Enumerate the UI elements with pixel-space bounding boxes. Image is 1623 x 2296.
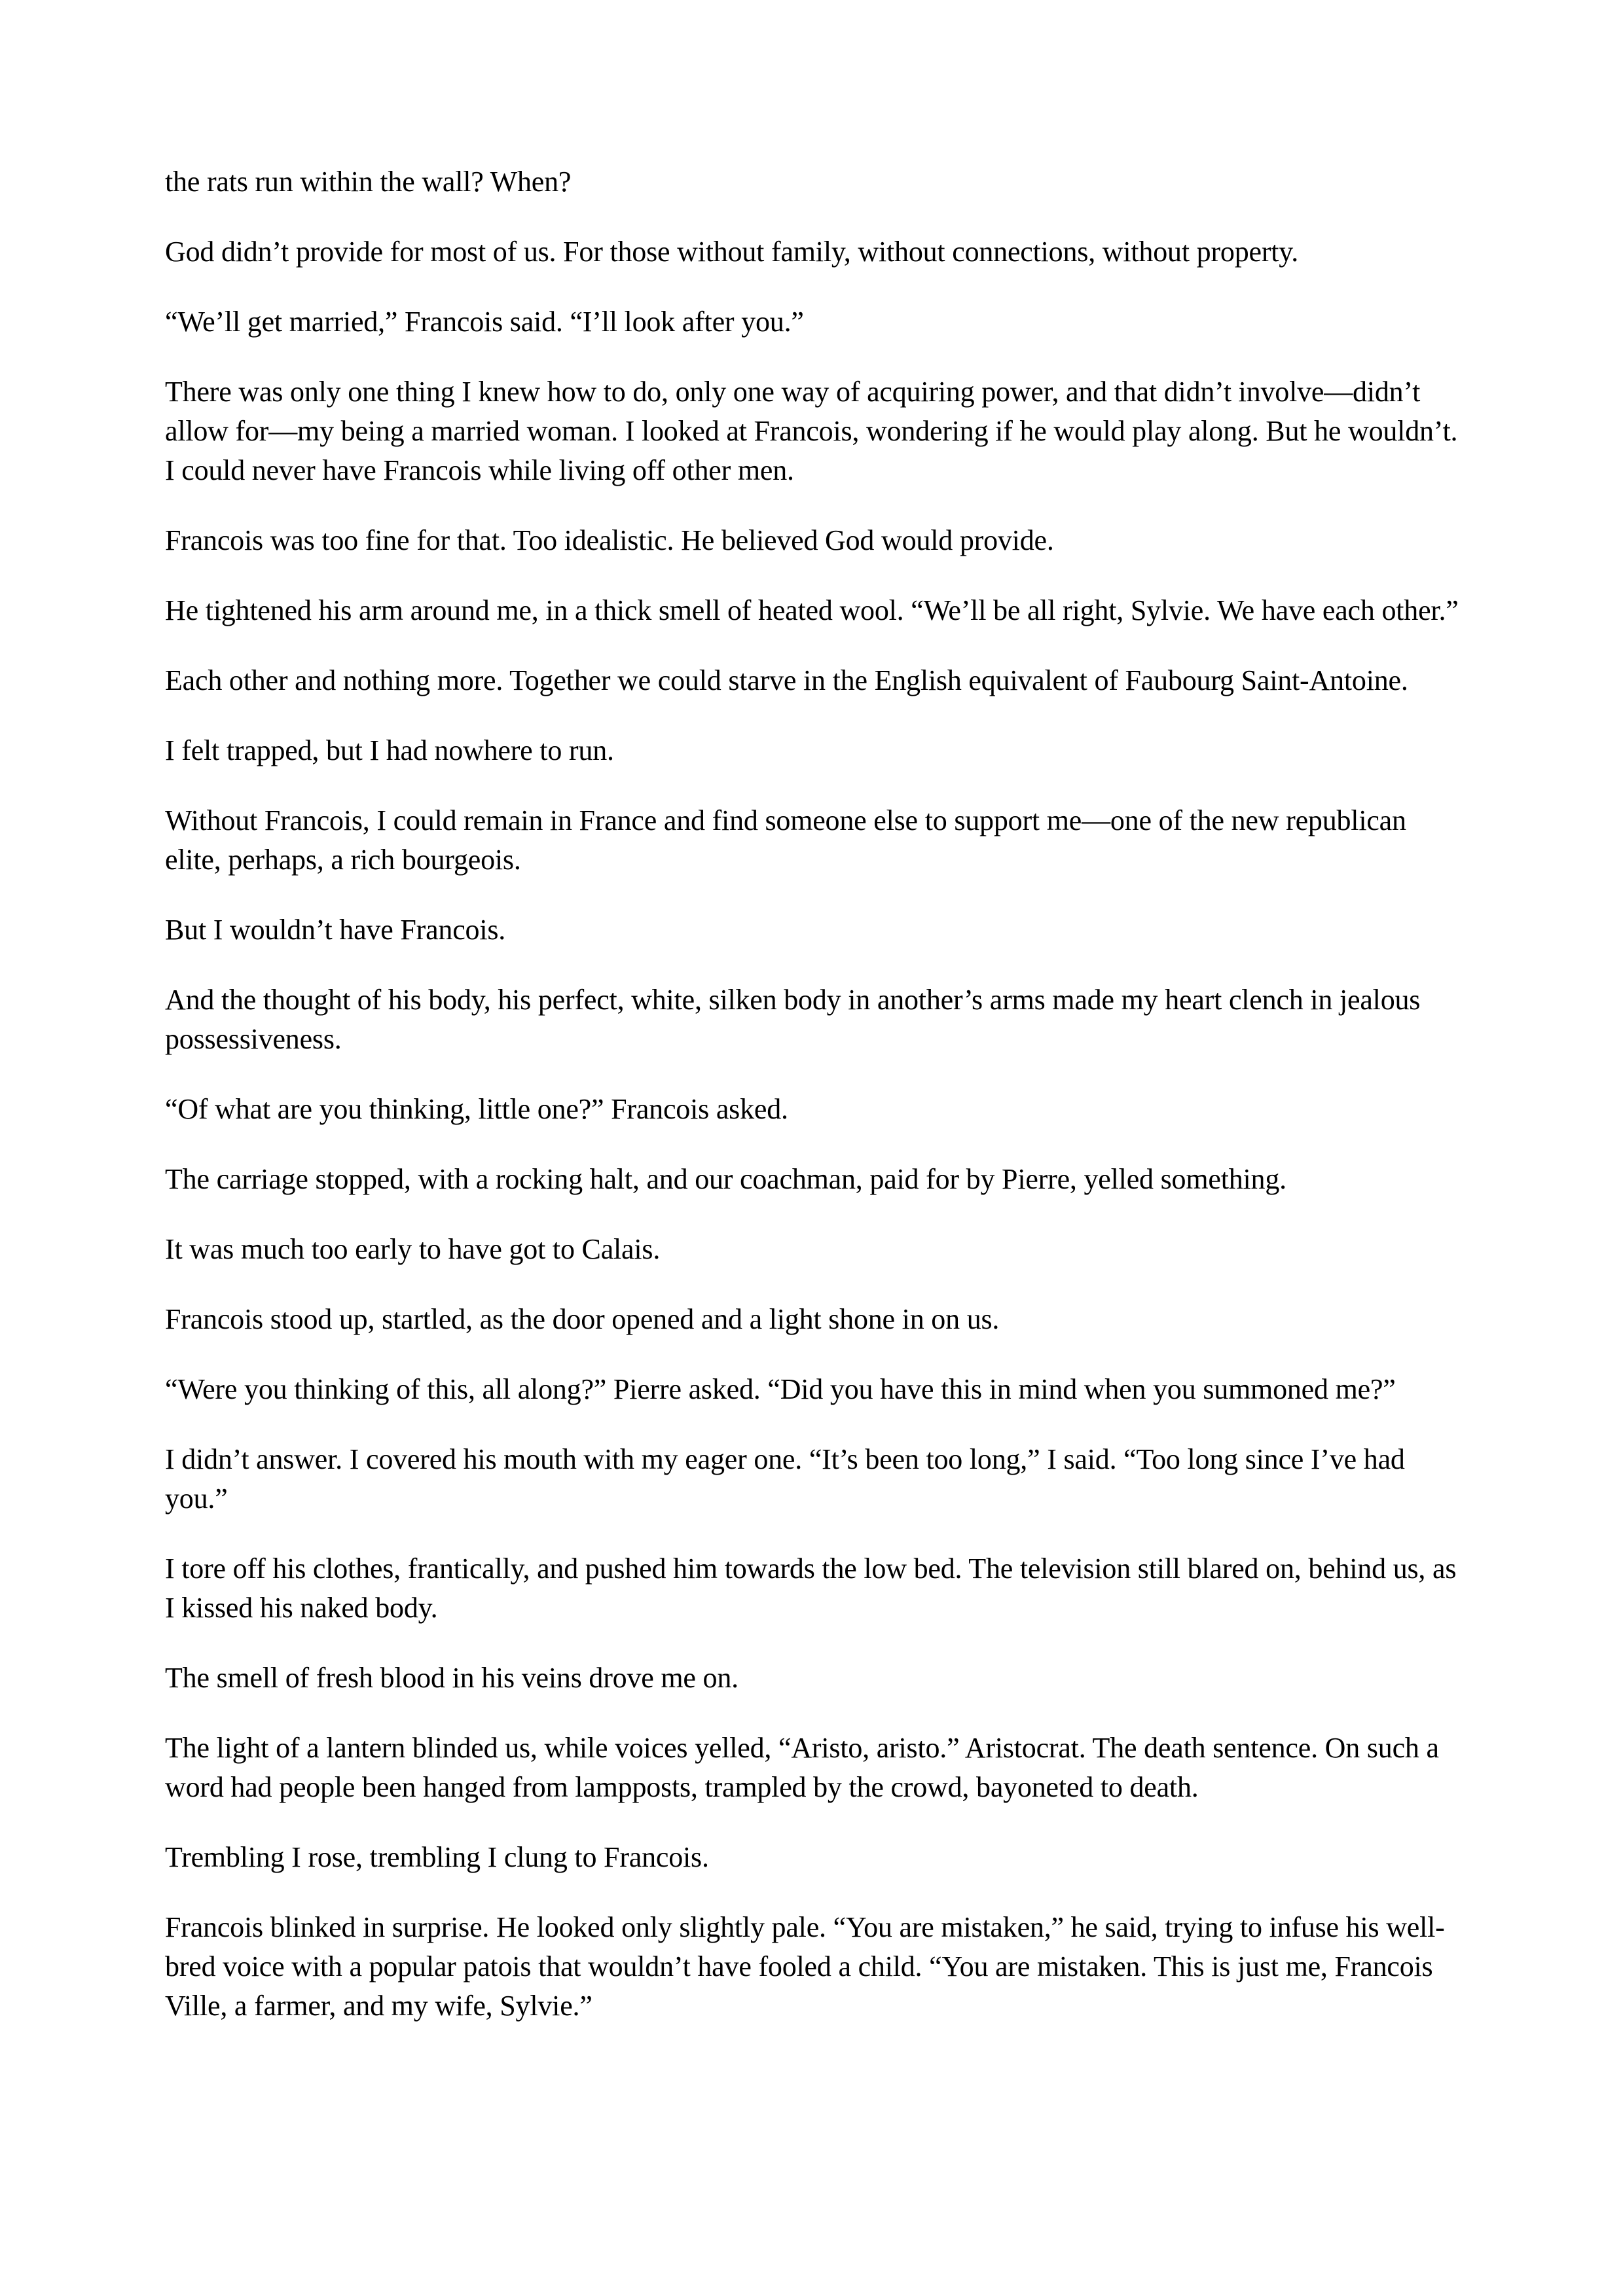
paragraph: Francois stood up, startled, as the door opened and a light shone in on us. xyxy=(165,1303,1000,1335)
paragraph: The carriage stopped, with a rocking halt, and our coachman, paid for by Pierre, yelled something. xyxy=(165,1163,1286,1195)
paragraph: God didn’t provide for most of us. For those without family, without connections, without property. xyxy=(165,236,1299,268)
paragraph: The smell of fresh blood in his veins drove me on. xyxy=(165,1662,739,1694)
paragraph: Each other and nothing more. Together we could starve in the English equivalent of Faubourg Saint-Antoine. xyxy=(165,664,1408,696)
paragraph: But I wouldn’t have Francois. xyxy=(165,914,506,946)
page-body xyxy=(165,162,1468,2056)
paragraph: I didn’t answer. I covered his mouth with my eager one. “It’s been too long,” I said. “Too long since I’ve had you.” xyxy=(165,1443,1405,1515)
paragraph: It was much too early to have got to Calais. xyxy=(165,1233,661,1265)
paragraph: And the thought of his body, his perfect, white, silken body in another’s arms made my heart clench in jealous possessiveness. xyxy=(165,984,1421,1055)
paragraph: Francois was too fine for that. Too idealistic. He believed God would provide. xyxy=(165,524,1054,556)
paragraph: Without Francois, I could remain in France and find someone else to support me—one of the new republican elite, perhaps, a rich bourgeois. xyxy=(165,804,1406,876)
paragraph: I tore off his clothes, frantically, and pushed him towards the low bed. The television still blared on, behind us, as I kissed his naked body. xyxy=(165,1552,1457,1624)
paragraph: “Of what are you thinking, little one?” Francois asked. xyxy=(165,1093,788,1125)
paragraph: the rats run within the wall? When? xyxy=(165,166,572,198)
paragraph: There was only one thing I knew how to do, only one way of acquiring power, and that didn’t involve—didn’t allow for—my being a married woman. I looked at Francois, wondering if he would play along. But he wouldn’t. I could never have Francois while living off other men. xyxy=(165,376,1458,486)
paragraph: The light of a lantern blinded us, while voices yelled, “Aristo, aristo.” Aristocrat. The death sentence. On such a word had people been hanged from lampposts, trampled by the crowd, bayoneted to death. xyxy=(165,1732,1439,1803)
paragraph: “We’ll get married,” Francois said. “I’ll look after you.” xyxy=(165,306,804,338)
paragraph: Francois blinked in surprise. He looked only slightly pale. “You are mistaken,” he said, trying to infuse his well-bred voice with a popular patois that wouldn’t have fooled a child. “You are mistaken. This is just me, Francois Ville, a farmer, and my wife, Sylvie.” xyxy=(165,1911,1445,2022)
paragraph: “Were you thinking of this, all along?” Pierre asked. “Did you have this in mind when you summoned me?” xyxy=(165,1373,1396,1405)
paragraph: He tightened his arm around me, in a thick smell of heated wool. “We’ll be all right, Sylvie. We have each other.” xyxy=(165,594,1459,626)
paragraph: Trembling I rose, trembling I clung to Francois. xyxy=(165,1841,709,1873)
paragraph: I felt trapped, but I had nowhere to run. xyxy=(165,734,614,766)
